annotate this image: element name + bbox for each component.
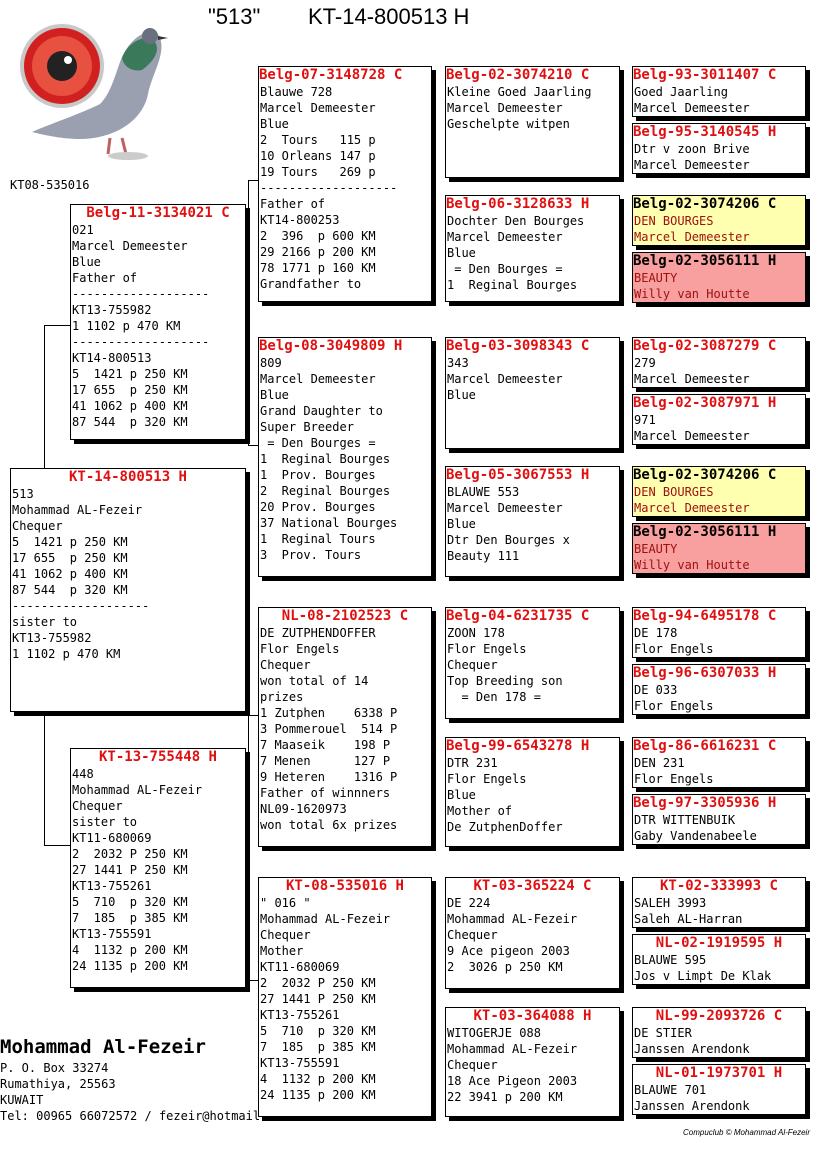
detail-line: 4 1132 p 200 KM — [260, 1072, 376, 1086]
detail-line: Dtr v zoon Brive — [634, 142, 750, 156]
detail-line: KT13-755261 — [72, 879, 152, 893]
detail-line: Mohammad AL-Fezeir — [12, 503, 143, 517]
details — [259, 625, 431, 833]
detail-line: 343 — [447, 356, 469, 370]
detail-line: Blue — [447, 388, 476, 402]
details — [633, 541, 805, 573]
connector-line — [248, 715, 249, 980]
connector-line — [248, 180, 258, 181]
detail-line: 2 3026 p 250 KM — [447, 960, 563, 974]
gggparent-card[interactable] — [632, 123, 806, 174]
subject-pigeon-card[interactable] — [10, 468, 246, 712]
detail-line: Flor Engels — [634, 699, 714, 713]
detail-line: won total of 14 — [260, 674, 369, 688]
ring-number: Belg-07-3148728 C — [259, 67, 403, 83]
gggparent-card[interactable] — [632, 877, 806, 928]
details — [446, 84, 619, 132]
ring-number: Belg-03-3098343 C — [446, 338, 590, 354]
detail-line: 20 Prov. Bourges — [260, 500, 376, 514]
detail-line: Willy van Houtte — [634, 287, 750, 301]
details — [633, 484, 805, 516]
detail-line: Flor Engels — [634, 642, 714, 656]
detail-line: Marcel Demeester — [260, 372, 376, 386]
details — [446, 355, 619, 403]
detail-line: Blue — [260, 388, 289, 402]
detail-line: 971 — [634, 413, 656, 427]
detail-line: BLAUWE 595 — [634, 953, 707, 967]
gggparent-card-highlighted[interactable] — [632, 466, 806, 517]
ggparent-card[interactable] — [445, 195, 620, 302]
ring-number: Belg-11-3134021 C — [86, 205, 230, 221]
detail-line: Beauty 111 — [447, 549, 520, 563]
detail-line: 2 2032 P 250 KM — [260, 976, 376, 990]
ring-number: Belg-95-3140545 H — [633, 124, 777, 140]
detail-line: Chequer — [447, 658, 498, 672]
owner-contact-line: Tel: 00965 66072572 / fezeir@hotmail. — [0, 1109, 268, 1123]
detail-line: 18 Ace Pigeon 2003 — [447, 1074, 578, 1088]
owner-address-line: P. O. Box 33274 — [0, 1061, 109, 1075]
detail-line: 10 Orleans 147 p — [260, 149, 376, 163]
ring-number: Belg-06-3128633 H — [446, 196, 590, 212]
details — [633, 755, 805, 787]
ring-number: Belg-05-3067553 H — [446, 467, 590, 483]
detail-line: 5 710 p 320 KM — [260, 1024, 376, 1038]
detail-line: 7 185 p 385 KM — [260, 1040, 376, 1054]
detail-line: sister to — [12, 615, 78, 629]
details — [446, 1025, 619, 1105]
gggparent-card-highlighted[interactable] — [632, 195, 806, 246]
detail-line: Marcel Demeester — [260, 101, 376, 115]
detail-line: KT13-755982 — [12, 631, 92, 645]
details — [633, 952, 805, 984]
ring-number: NL-02-1919595 H — [655, 935, 783, 951]
detail-line: DE 224 — [447, 896, 491, 910]
detail-line: Gaby Vandenabeele — [634, 829, 757, 843]
detail-line: Chequer — [447, 928, 498, 942]
details — [633, 1025, 805, 1057]
detail-line: DE 033 — [634, 683, 678, 697]
detail-line: Dtr Den Bourges x — [447, 533, 570, 547]
detail-line: prizes — [260, 690, 304, 704]
connector-line — [44, 325, 45, 468]
detail-line: ------------------- — [72, 287, 210, 301]
detail-line: 1 Reginal Bourges — [260, 452, 391, 466]
detail-line: 4 1132 p 200 KM — [72, 943, 188, 957]
details — [633, 213, 805, 245]
ring-number: Belg-02-3087971 H — [633, 395, 777, 411]
detail-line: 1 Zutphen 6338 P — [260, 706, 398, 720]
ring-number: Belg-02-3056111 H — [633, 253, 777, 269]
detail-line: Flor Engels — [447, 772, 527, 786]
detail-line: DEN BOURGES — [634, 214, 714, 228]
detail-line: Marcel Demeester — [634, 230, 750, 244]
detail-line: DTR 231 — [447, 756, 498, 770]
detail-line: 29 2166 p 200 KM — [260, 245, 376, 259]
detail-line: 7 Menen 127 P — [260, 754, 391, 768]
ggparent-card[interactable] — [445, 607, 620, 719]
owner-address-line: KUWAIT — [0, 1093, 44, 1107]
ring-number: Belg-02-3056111 H — [633, 524, 777, 540]
gggparent-card[interactable] — [632, 934, 806, 985]
ring-number: Belg-99-6543278 H — [446, 738, 590, 754]
connector-line — [44, 845, 70, 846]
detail-line: 1 1102 p 470 KM — [12, 647, 121, 661]
detail-line: ZOON 178 — [447, 626, 505, 640]
detail-line: Father of winnners — [260, 786, 391, 800]
granddam-maternal-card[interactable] — [258, 877, 432, 1117]
detail-line: 22 3941 p 200 KM — [447, 1090, 563, 1104]
detail-line: Mohammad AL-Fezeir — [447, 1042, 578, 1056]
detail-line: Janssen Arendonk — [634, 1099, 750, 1113]
detail-line: 021 — [72, 223, 94, 237]
detail-line: 87 544 p 320 KM — [12, 583, 128, 597]
detail-line: DE STIER — [634, 1026, 692, 1040]
ring-number: KT-03-364088 H — [473, 1008, 592, 1024]
grandsire-maternal-card[interactable] — [258, 607, 432, 847]
detail-line: Father of — [260, 197, 326, 211]
detail-line: Marcel Demeester — [634, 429, 750, 443]
details — [11, 486, 245, 662]
detail-line: Chequer — [447, 1058, 498, 1072]
detail-line: 78 1771 p 160 KM — [260, 261, 376, 275]
detail-line: Jos v Limpt De Klak — [634, 969, 772, 983]
detail-line: DEN BOURGES — [634, 485, 714, 499]
detail-line: NL09-1620973 — [260, 802, 347, 816]
detail-line: Grand Daughter to — [260, 404, 383, 418]
detail-line: Grandfather to — [260, 277, 362, 291]
detail-line: BEAUTY — [634, 542, 678, 556]
detail-line: Mother — [260, 944, 304, 958]
ring-number: Belg-94-6495178 C — [633, 608, 777, 624]
detail-line: 27 1441 P 250 KM — [72, 863, 188, 877]
ring-number: NL-01-1973701 H — [655, 1065, 783, 1081]
ggparent-card[interactable] — [445, 337, 620, 449]
detail-line: BEAUTY — [634, 271, 678, 285]
ggparent-card[interactable] — [445, 737, 620, 847]
ring-number: NL-99-2093726 C — [655, 1008, 783, 1024]
detail-line: KT13-755591 — [260, 1056, 340, 1070]
ring-number: KT-13-755448 H — [98, 749, 217, 765]
ring-number: KT-03-365224 C — [473, 878, 592, 894]
connector-line — [248, 180, 249, 445]
details — [633, 141, 805, 173]
detail-line: 5 1421 p 250 KM — [12, 535, 128, 549]
detail-line: 5 1421 p 250 KM — [72, 367, 188, 381]
ring-number: Belg-02-3074210 C — [446, 67, 590, 83]
details — [259, 355, 431, 563]
detail-line: KT13-755261 — [260, 1008, 340, 1022]
detail-line: Marcel Demeester — [447, 501, 563, 515]
detail-line: Blue — [447, 517, 476, 531]
detail-line: Dochter Den Bourges — [447, 214, 585, 228]
detail-line: DE 178 — [634, 626, 678, 640]
detail-line: Blue — [447, 246, 476, 260]
ring-number: KT-08-535016 H — [285, 878, 404, 894]
connector-line — [44, 712, 45, 845]
granddam-paternal-card[interactable] — [258, 337, 432, 577]
detail-line: = Den Bourges = — [260, 436, 376, 450]
sire-card[interactable] — [70, 204, 246, 440]
detail-line: 41 1062 p 400 KM — [72, 399, 188, 413]
details — [633, 412, 805, 444]
detail-line: 37 National Bourges — [260, 516, 398, 530]
details — [633, 270, 805, 302]
gggparent-card-highlighted[interactable] — [632, 523, 806, 574]
detail-line: 1 Prov. Bourges — [260, 468, 376, 482]
detail-line: KT13-755982 — [72, 303, 152, 317]
details — [633, 812, 805, 844]
pigeon-logo-image — [10, 14, 170, 164]
footer-credit: Compuclub © Mohammad Al-Fezeir — [683, 1128, 810, 1137]
detail-line: " 016 " — [260, 896, 311, 910]
detail-line: Blue — [72, 255, 101, 269]
detail-line: SALEH 3993 — [634, 896, 707, 910]
detail-line: 1 Reginal Tours — [260, 532, 376, 546]
detail-line: DTR WITTENBUIK — [634, 813, 736, 827]
ring-number: KT-14-800513 H — [68, 469, 187, 485]
details — [446, 895, 619, 975]
pigeon-name-header: "513" — [208, 4, 261, 29]
detail-line: KT14-800253 — [260, 213, 340, 227]
detail-line: Willy van Houtte — [634, 558, 750, 572]
detail-line: 2 396 p 600 KM — [260, 229, 376, 243]
details — [446, 213, 619, 293]
detail-line: 24 1135 p 200 KM — [72, 959, 188, 973]
detail-line: Geschelpte witpen — [447, 117, 570, 131]
detail-line: won total 6x prizes — [260, 818, 398, 832]
detail-line: ------------------- — [260, 181, 398, 195]
detail-line: BLAUWE 553 — [447, 485, 520, 499]
ring-number: Belg-02-3074206 C — [633, 196, 777, 212]
detail-line: 5 710 p 320 KM — [72, 895, 188, 909]
detail-line: = Den 178 = — [447, 690, 541, 704]
pigeon-eye-icon — [20, 24, 104, 108]
detail-line: 7 Maaseik 198 P — [260, 738, 391, 752]
owner-name: Mohammad Al-Fezeir — [0, 1036, 206, 1058]
detail-line: Flor Engels — [447, 642, 527, 656]
detail-line: Goed Jaarling — [634, 85, 728, 99]
detail-line: Janssen Arendonk — [634, 1042, 750, 1056]
gggparent-card-highlighted[interactable] — [632, 252, 806, 303]
detail-line: 27 1441 P 250 KM — [260, 992, 376, 1006]
detail-line: De ZutphenDoffer — [447, 820, 563, 834]
details — [633, 355, 805, 387]
detail-line: Blauwe 728 — [260, 85, 333, 99]
connector-line — [248, 445, 258, 446]
grandsire-paternal-card[interactable] — [258, 66, 432, 302]
connector-line — [248, 980, 258, 981]
gggparent-card[interactable] — [632, 66, 806, 117]
detail-line: KT13-755591 — [72, 927, 152, 941]
connector-line — [248, 715, 258, 716]
details — [633, 895, 805, 927]
detail-line: DEN 231 — [634, 756, 685, 770]
ring-number: Belg-96-6307033 H — [633, 665, 777, 681]
details — [633, 1082, 805, 1114]
detail-line: Father of — [72, 271, 138, 285]
detail-line: 448 — [72, 767, 94, 781]
ring-number: Belg-08-3049809 H — [259, 338, 403, 354]
detail-line: 19 Tours 269 p — [260, 165, 376, 179]
gggparent-card[interactable] — [632, 737, 806, 788]
detail-line: Mohammad AL-Fezeir — [72, 783, 203, 797]
detail-line: Marcel Demeester — [634, 158, 750, 172]
detail-line: Top Breeding son — [447, 674, 563, 688]
detail-line: 3 Pommerouel 514 P — [260, 722, 398, 736]
detail-line: Blue — [260, 117, 289, 131]
detail-line: Mother of — [447, 804, 513, 818]
detail-line: Marcel Demeester — [634, 101, 750, 115]
detail-line: ------------------- — [72, 335, 210, 349]
ring-number: Belg-86-6616231 C — [633, 738, 777, 754]
detail-line: 9 Ace pigeon 2003 — [447, 944, 570, 958]
detail-line: 2 2032 P 250 KM — [72, 847, 188, 861]
detail-line: 41 1062 p 400 KM — [12, 567, 128, 581]
gggparent-card[interactable] — [632, 394, 806, 445]
detail-line: WITOGERJE 088 — [447, 1026, 541, 1040]
details — [71, 222, 245, 430]
details — [633, 625, 805, 657]
gggparent-card[interactable] — [632, 1064, 806, 1115]
details — [259, 895, 431, 1103]
gggparent-card[interactable] — [632, 664, 806, 715]
detail-line: DE ZUTPHENDOFFER — [260, 626, 376, 640]
detail-line: 9 Heteren 1316 P — [260, 770, 398, 784]
detail-line: Marcel Demeester — [447, 230, 563, 244]
detail-line: 279 — [634, 356, 656, 370]
detail-line: sister to — [72, 815, 138, 829]
ggparent-card[interactable] — [445, 466, 620, 577]
owner-address-line: Rumathiya, 25563 — [0, 1077, 116, 1091]
detail-line: Flor Engels — [260, 642, 340, 656]
detail-line: Chequer — [260, 658, 311, 672]
detail-line: 1 Reginal Bourges — [447, 278, 578, 292]
detail-line: Marcel Demeester — [634, 372, 750, 386]
detail-line: Marcel Demeester — [447, 372, 563, 386]
detail-line: Chequer — [12, 519, 63, 533]
detail-line: Chequer — [72, 799, 123, 813]
detail-line: KT11-680069 — [260, 960, 340, 974]
details — [259, 84, 431, 292]
ring-number: KT-02-333993 C — [659, 878, 778, 894]
detail-line: 7 185 p 385 KM — [72, 911, 188, 925]
ggparent-card[interactable] — [445, 877, 620, 989]
detail-line: Super Breeder — [260, 420, 354, 434]
detail-line: BLAUWE 701 — [634, 1083, 707, 1097]
detail-line: 809 — [260, 356, 282, 370]
ggparent-card[interactable] — [445, 66, 620, 178]
details — [446, 625, 619, 705]
details — [633, 682, 805, 714]
ring-number: Belg-93-3011407 C — [633, 67, 777, 83]
detail-line: Marcel Demeester — [447, 101, 563, 115]
detail-line: 24 1135 p 200 KM — [260, 1088, 376, 1102]
ring-number: Belg-02-3074206 C — [633, 467, 777, 483]
detail-line: 3 Prov. Tours — [260, 548, 362, 562]
connector-line — [44, 325, 70, 326]
dam-card[interactable] — [70, 748, 246, 988]
ring-number: Belg-02-3087279 C — [633, 338, 777, 354]
detail-line: 2 Reginal Bourges — [260, 484, 391, 498]
detail-line: = Den Bourges = — [447, 262, 563, 276]
ring-number: NL-08-2102523 C — [281, 608, 409, 624]
detail-line: 2 Tours 115 p — [260, 133, 376, 147]
details — [71, 766, 245, 974]
detail-line: Chequer — [260, 928, 311, 942]
ring-number: Belg-04-6231735 C — [446, 608, 590, 624]
gggparent-card[interactable] — [632, 1007, 806, 1058]
pigeon-ring-header: KT-14-800513 H — [308, 4, 470, 29]
details — [446, 755, 619, 835]
detail-line: Mohammad AL-Fezeir — [260, 912, 391, 926]
ggparent-card[interactable] — [445, 1007, 620, 1117]
detail-line: 17 655 p 250 KM — [12, 551, 128, 565]
detail-line: Blue — [447, 788, 476, 802]
detail-line: 87 544 p 320 KM — [72, 415, 188, 429]
details — [633, 84, 805, 116]
gggparent-card[interactable] — [632, 607, 806, 658]
detail-line: Kleine Goed Jaarling — [447, 85, 592, 99]
detail-line: 1 1102 p 470 KM — [72, 319, 181, 333]
details — [446, 484, 619, 564]
detail-line: Flor Engels — [634, 772, 714, 786]
gggparent-card[interactable] — [632, 794, 806, 845]
detail-line: ------------------- — [12, 599, 150, 613]
detail-line: KT11-680069 — [72, 831, 152, 845]
ring-number: Belg-97-3305936 H — [633, 795, 777, 811]
detail-line: 17 655 p 250 KM — [72, 383, 188, 397]
gggparent-card[interactable] — [632, 337, 806, 388]
detail-line: Saleh AL-Harran — [634, 912, 743, 926]
detail-line: KT14-800513 — [72, 351, 152, 365]
detail-line: Mohammad AL-Fezeir — [447, 912, 578, 926]
detail-line: Marcel Demeester — [634, 501, 750, 515]
subject-label: KT08-535016 — [10, 178, 90, 192]
detail-line: Marcel Demeester — [72, 239, 188, 253]
detail-line: 513 — [12, 487, 34, 501]
